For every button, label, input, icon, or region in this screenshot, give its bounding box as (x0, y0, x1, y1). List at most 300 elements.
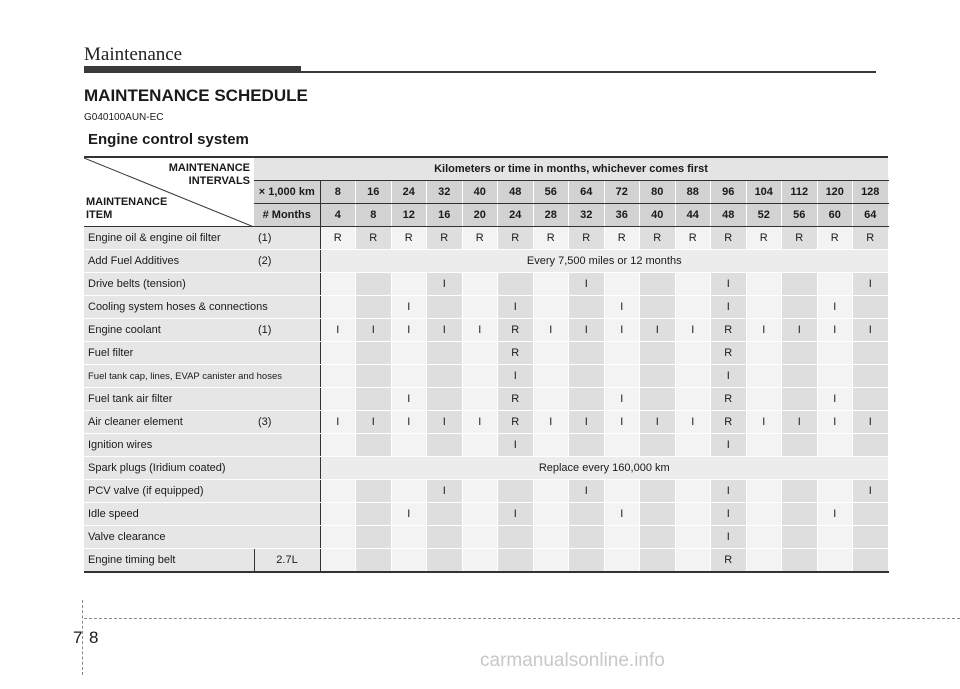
interval-cell (640, 503, 676, 526)
month-interval-60: 60 (817, 204, 853, 227)
km-interval-64: 64 (569, 181, 605, 204)
interval-cell (462, 296, 498, 319)
interval-cell: I (533, 319, 569, 342)
interval-cell (320, 503, 356, 526)
interval-cell: R (391, 227, 427, 250)
interval-cell (533, 388, 569, 411)
item-name (84, 250, 320, 273)
item-name (84, 480, 320, 503)
interval-cell (533, 365, 569, 388)
interval-cell (391, 434, 427, 457)
interval-cell (746, 480, 782, 503)
interval-cell (782, 434, 818, 457)
interval-cell (356, 296, 392, 319)
interval-cell (320, 365, 356, 388)
interval-cell (853, 296, 889, 319)
interval-cell (498, 273, 534, 296)
interval-cell (462, 503, 498, 526)
interval-cell: R (533, 227, 569, 250)
interval-cell (675, 503, 711, 526)
interval-cell (675, 296, 711, 319)
table-row (84, 273, 888, 296)
item-label: Add Fuel Additives (88, 255, 180, 267)
month-interval-52: 52 (746, 204, 782, 227)
interval-cell (356, 273, 392, 296)
watermark: carmanualsonline.info (480, 650, 665, 671)
interval-cell (498, 549, 534, 573)
interval-cell (604, 434, 640, 457)
interval-cell (675, 480, 711, 503)
interval-cell: I (462, 411, 498, 434)
item-label: Idle speed (88, 508, 139, 520)
interval-cell: R (817, 227, 853, 250)
interval-cell (533, 503, 569, 526)
km-interval-96: 96 (711, 181, 747, 204)
interval-cell (533, 434, 569, 457)
interval-cell: I (498, 365, 534, 388)
interval-cell (498, 480, 534, 503)
interval-span-cell: Every 7,500 miles or 12 months (320, 250, 888, 273)
interval-cell: R (498, 319, 534, 342)
item-label: Fuel filter (88, 347, 134, 359)
interval-cell (356, 388, 392, 411)
interval-cell: R (462, 227, 498, 250)
km-interval-32: 32 (427, 181, 463, 204)
interval-cell (462, 365, 498, 388)
table-row (84, 365, 888, 388)
interval-cell (746, 342, 782, 365)
interval-cell (853, 526, 889, 549)
interval-cell: I (320, 319, 356, 342)
interval-cell (569, 342, 605, 365)
month-interval-24: 24 (498, 204, 534, 227)
item-name (84, 319, 320, 342)
month-interval-20: 20 (462, 204, 498, 227)
item-name (84, 411, 320, 434)
month-interval-12: 12 (391, 204, 427, 227)
interval-cell (498, 526, 534, 549)
interval-cell: R (711, 549, 747, 573)
interval-cell (782, 526, 818, 549)
interval-cell (391, 549, 427, 573)
item-label: Drive belts (tension) (88, 278, 186, 290)
table-row (84, 342, 888, 365)
interval-cell: R (675, 227, 711, 250)
interval-cell (391, 365, 427, 388)
page-number-left: 7 (73, 628, 83, 647)
table-row (84, 434, 888, 457)
interval-cell: I (817, 319, 853, 342)
interval-cell (640, 480, 676, 503)
km-interval-8: 8 (320, 181, 356, 204)
table-row (84, 526, 888, 549)
km-interval-40: 40 (462, 181, 498, 204)
item-name (84, 342, 320, 365)
interval-cell (320, 549, 356, 573)
month-interval-32: 32 (569, 204, 605, 227)
interval-cell (569, 365, 605, 388)
interval-cell (640, 434, 676, 457)
interval-cell (391, 342, 427, 365)
interval-cell (782, 388, 818, 411)
interval-cell (462, 388, 498, 411)
interval-cell: I (853, 273, 889, 296)
km-interval-120: 120 (817, 181, 853, 204)
km-interval-56: 56 (533, 181, 569, 204)
interval-cell (782, 549, 818, 573)
maintenance-schedule-table (84, 156, 889, 573)
interval-cell (427, 342, 463, 365)
month-interval-36: 36 (604, 204, 640, 227)
interval-cell: I (604, 319, 640, 342)
month-interval-28: 28 (533, 204, 569, 227)
item-name (84, 457, 320, 480)
interval-cell: I (498, 434, 534, 457)
item-label: Cooling system hoses & connections (88, 301, 268, 313)
table-row (84, 296, 888, 319)
subsection-title: Engine control system (88, 131, 249, 148)
interval-cell (817, 549, 853, 573)
item-label: Fuel tank air filter (88, 393, 173, 405)
interval-cell (462, 526, 498, 549)
interval-cell: I (498, 503, 534, 526)
section-title: MAINTENANCE SCHEDULE (84, 86, 308, 105)
interval-cell: I (817, 388, 853, 411)
interval-cell: I (675, 411, 711, 434)
interval-cell: I (711, 480, 747, 503)
km-label: × 1,000 km (254, 181, 320, 204)
month-interval-56: 56 (782, 204, 818, 227)
interval-cell (391, 480, 427, 503)
interval-cell: I (817, 503, 853, 526)
table-row (84, 457, 888, 480)
interval-cell: I (533, 411, 569, 434)
interval-cell (746, 273, 782, 296)
interval-cell: I (711, 503, 747, 526)
interval-cell (817, 342, 853, 365)
interval-cell (782, 273, 818, 296)
interval-cell (604, 365, 640, 388)
interval-cell (604, 480, 640, 503)
km-interval-104: 104 (746, 181, 782, 204)
interval-cell (569, 503, 605, 526)
interval-cell (640, 526, 676, 549)
month-interval-64: 64 (853, 204, 889, 227)
interval-cell: R (853, 227, 889, 250)
interval-cell (533, 342, 569, 365)
interval-cell (320, 273, 356, 296)
km-interval-24: 24 (391, 181, 427, 204)
interval-cell (533, 296, 569, 319)
item-label: Valve clearance (88, 531, 166, 543)
interval-cell (604, 342, 640, 365)
interval-cell (746, 434, 782, 457)
crop-mark-horizontal (84, 618, 960, 619)
interval-cell (675, 434, 711, 457)
item-label: PCV valve (if equipped) (88, 485, 204, 497)
interval-cell: R (746, 227, 782, 250)
interval-cell: I (498, 296, 534, 319)
table-row (84, 480, 888, 503)
interval-cell: R (711, 411, 747, 434)
interval-cell: I (462, 319, 498, 342)
item-name (84, 434, 320, 457)
interval-cell: R (569, 227, 605, 250)
interval-cell: I (853, 319, 889, 342)
item-name (84, 296, 320, 319)
interval-cell: I (853, 411, 889, 434)
interval-cell: I (746, 319, 782, 342)
table-row (84, 319, 888, 342)
km-interval-72: 72 (604, 181, 640, 204)
interval-cell: I (391, 319, 427, 342)
interval-cell: I (746, 411, 782, 434)
interval-cell (853, 388, 889, 411)
item-label: Engine coolant (88, 324, 161, 336)
interval-cell (427, 388, 463, 411)
interval-cell (569, 434, 605, 457)
interval-cell (746, 526, 782, 549)
interval-cell: I (391, 503, 427, 526)
item-name (84, 273, 320, 296)
interval-cell (746, 296, 782, 319)
interval-cell: I (817, 296, 853, 319)
interval-cell: I (604, 411, 640, 434)
page-number-right: 8 (89, 628, 99, 647)
interval-cell: R (320, 227, 356, 250)
interval-cell (320, 480, 356, 503)
interval-cell (817, 434, 853, 457)
interval-cell (320, 526, 356, 549)
header-rule-thin (301, 71, 876, 73)
item-name (84, 526, 320, 549)
interval-cell: I (711, 365, 747, 388)
interval-cell: R (711, 319, 747, 342)
interval-cell (675, 526, 711, 549)
interval-cell (640, 296, 676, 319)
interval-cell: I (427, 319, 463, 342)
interval-cell (817, 273, 853, 296)
interval-cell: I (711, 296, 747, 319)
interval-cell (817, 526, 853, 549)
interval-cell: I (569, 319, 605, 342)
interval-cell (675, 388, 711, 411)
interval-cell (853, 342, 889, 365)
interval-cell (782, 503, 818, 526)
interval-cell: I (853, 480, 889, 503)
interval-cell (569, 296, 605, 319)
interval-cell (320, 342, 356, 365)
month-interval-8: 8 (356, 204, 392, 227)
interval-cell (356, 434, 392, 457)
interval-cell (356, 480, 392, 503)
interval-cell (569, 388, 605, 411)
month-interval-4: 4 (320, 204, 356, 227)
interval-cell (817, 365, 853, 388)
interval-cell: R (427, 227, 463, 250)
interval-cell: I (604, 388, 640, 411)
interval-cell (640, 342, 676, 365)
interval-cell (782, 296, 818, 319)
km-interval-88: 88 (675, 181, 711, 204)
interval-cell: I (427, 411, 463, 434)
interval-cell: I (391, 388, 427, 411)
interval-cell: I (391, 411, 427, 434)
interval-cell (462, 480, 498, 503)
item-note: (3) (258, 416, 272, 428)
interval-cell (356, 365, 392, 388)
interval-cell (391, 526, 427, 549)
interval-cell (640, 388, 676, 411)
interval-cell (604, 549, 640, 573)
item-name (84, 388, 320, 411)
interval-cell (782, 480, 818, 503)
km-interval-128: 128 (853, 181, 889, 204)
months-label: # Months (254, 204, 320, 227)
km-interval-16: 16 (356, 181, 392, 204)
interval-cell: I (427, 273, 463, 296)
interval-cell (356, 526, 392, 549)
interval-cell: R (498, 342, 534, 365)
interval-cell (533, 480, 569, 503)
interval-cell (640, 549, 676, 573)
interval-cell: I (711, 526, 747, 549)
interval-span-header: Kilometers or time in months, whichever comes first (254, 157, 888, 181)
interval-cell: I (782, 319, 818, 342)
item-label: Ignition wires (88, 439, 153, 451)
month-interval-48: 48 (711, 204, 747, 227)
item-note: (1) (258, 324, 272, 336)
item-label: Fuel tank cap, lines, EVAP canister and hoses (88, 370, 282, 382)
interval-span-cell: Replace every 160,000 km (320, 457, 888, 480)
month-interval-44: 44 (675, 204, 711, 227)
interval-cell (356, 503, 392, 526)
item-name (84, 227, 320, 250)
interval-cell: R (782, 227, 818, 250)
interval-cell (853, 503, 889, 526)
interval-cell (746, 549, 782, 573)
month-interval-40: 40 (640, 204, 676, 227)
item-label: Spark plugs (Iridium coated) (88, 462, 226, 474)
interval-cell (604, 273, 640, 296)
interval-cell (853, 434, 889, 457)
item-label: Air cleaner element (88, 416, 183, 428)
interval-cell: R (356, 227, 392, 250)
interval-cell: I (427, 480, 463, 503)
item-note: (2) (258, 255, 272, 267)
interval-cell (427, 365, 463, 388)
interval-cell (746, 388, 782, 411)
item-label: Engine oil & engine oil filter (88, 232, 221, 244)
interval-cell (640, 365, 676, 388)
interval-cell (320, 296, 356, 319)
interval-cell: I (569, 411, 605, 434)
km-interval-112: 112 (782, 181, 818, 204)
interval-cell (533, 526, 569, 549)
interval-cell: I (320, 411, 356, 434)
header-title: Maintenance (84, 44, 183, 65)
interval-cell (462, 549, 498, 573)
interval-cell (427, 526, 463, 549)
interval-cell (427, 549, 463, 573)
interval-cell (675, 549, 711, 573)
interval-cell (427, 296, 463, 319)
interval-cell: I (356, 319, 392, 342)
item-name (84, 365, 320, 388)
interval-cell: R (711, 227, 747, 250)
header-rule-thick (84, 66, 301, 73)
interval-cell: R (640, 227, 676, 250)
crop-mark-vertical (82, 600, 83, 675)
interval-cell (853, 365, 889, 388)
interval-cell (640, 273, 676, 296)
interval-cell (604, 526, 640, 549)
interval-cell: I (817, 411, 853, 434)
km-interval-48: 48 (498, 181, 534, 204)
interval-cell (746, 365, 782, 388)
interval-cell: I (391, 296, 427, 319)
item-variant: 2.7L (254, 549, 320, 573)
interval-cell: I (640, 319, 676, 342)
interval-cell: R (498, 411, 534, 434)
table-row (84, 250, 888, 273)
interval-cell (675, 342, 711, 365)
interval-cell (356, 342, 392, 365)
interval-cell: I (569, 480, 605, 503)
interval-cell (462, 342, 498, 365)
interval-cell (356, 549, 392, 573)
interval-cell (675, 273, 711, 296)
interval-cell: I (569, 273, 605, 296)
interval-cell: R (498, 388, 534, 411)
table-row (84, 227, 888, 250)
interval-cell: I (604, 296, 640, 319)
interval-cell: R (711, 388, 747, 411)
interval-cell (427, 503, 463, 526)
interval-cell (782, 342, 818, 365)
interval-cell (569, 526, 605, 549)
interval-cell (462, 273, 498, 296)
interval-cell (675, 365, 711, 388)
interval-cell (320, 388, 356, 411)
item-label: MAINTENANCE ITEM (86, 196, 168, 221)
interval-cell (569, 549, 605, 573)
table-row (84, 503, 888, 526)
km-interval-80: 80 (640, 181, 676, 204)
interval-cell: R (498, 227, 534, 250)
interval-cell: I (356, 411, 392, 434)
table-corner-cell (84, 157, 254, 227)
table-header-row (84, 157, 888, 181)
item-note: (1) (258, 232, 272, 244)
interval-cell (462, 434, 498, 457)
item-name (84, 503, 320, 526)
interval-cell (320, 434, 356, 457)
interval-cell: I (640, 411, 676, 434)
interval-cell (746, 503, 782, 526)
interval-cell (853, 549, 889, 573)
interval-cell: I (675, 319, 711, 342)
interval-cell (782, 365, 818, 388)
interval-cell: I (711, 434, 747, 457)
item-name: Engine timing belt (84, 549, 254, 573)
interval-cell (533, 549, 569, 573)
interval-cell (391, 273, 427, 296)
table-body (84, 227, 888, 573)
table-row (84, 388, 888, 411)
interval-cell: I (782, 411, 818, 434)
interval-cell: R (711, 342, 747, 365)
